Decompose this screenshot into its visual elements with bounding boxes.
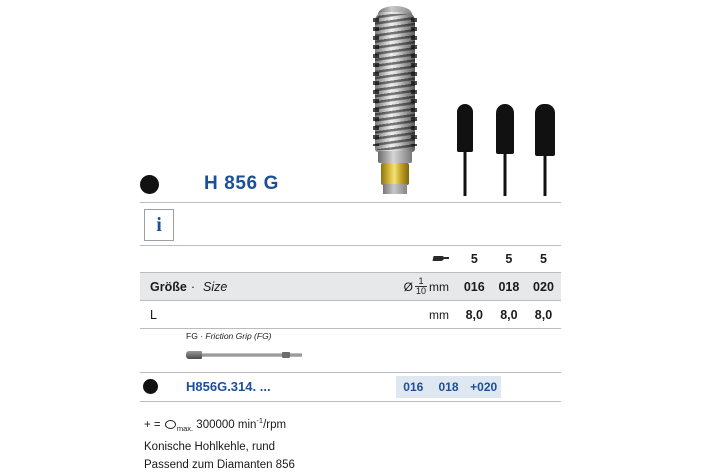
row-unit bbox=[387, 273, 457, 300]
diameter-symbol: Ø bbox=[403, 279, 413, 294]
unit-text: mm bbox=[429, 279, 449, 294]
row-label-en: Size bbox=[202, 279, 228, 294]
page-title: H 856 G bbox=[204, 173, 279, 194]
order-size-cell[interactable]: 018 bbox=[431, 376, 466, 398]
footer-speed-exponent: -1 bbox=[256, 416, 264, 425]
cell-value: 5 bbox=[505, 251, 513, 266]
bur-right-teeth bbox=[411, 18, 417, 146]
footer-speed-suffix: /rpm bbox=[263, 418, 287, 431]
bur-icon bbox=[433, 253, 449, 264]
row-label-de: Größe bbox=[150, 279, 187, 294]
fraction-numerator: 1 bbox=[415, 277, 427, 287]
shank-drawing-head bbox=[186, 351, 202, 359]
bur-collar bbox=[378, 151, 412, 163]
row-unit bbox=[387, 245, 457, 272]
bullet-icon bbox=[140, 175, 159, 194]
table-row bbox=[140, 273, 561, 301]
footer-max-sub: max. bbox=[176, 424, 194, 434]
shank-type-note bbox=[186, 331, 272, 341]
shank-separator: · bbox=[200, 331, 204, 341]
divider-top bbox=[140, 202, 561, 203]
order-size-cell[interactable]: 016 bbox=[396, 376, 431, 398]
order-code: H856G.314. ... bbox=[186, 379, 271, 394]
bur-flutes bbox=[375, 14, 415, 150]
bur-left-teeth bbox=[373, 18, 379, 146]
info-icon[interactable] bbox=[144, 209, 174, 241]
cell-value: 8,0 bbox=[500, 307, 518, 322]
row-label-separator: · bbox=[190, 279, 195, 294]
bullet-icon bbox=[143, 379, 158, 394]
row-label bbox=[140, 301, 387, 328]
cell-value: 8,0 bbox=[534, 307, 553, 322]
cell-value: 8,0 bbox=[465, 307, 483, 322]
table-row bbox=[140, 301, 561, 329]
cell-value: 5 bbox=[470, 251, 478, 266]
cell-value: 018 bbox=[498, 279, 520, 294]
divider-order-bottom bbox=[140, 401, 561, 402]
shank-drawing-notch bbox=[282, 352, 290, 358]
bur-silhouette-head bbox=[535, 104, 555, 156]
bur-silhouette-head bbox=[457, 104, 473, 152]
cell-value: 5 bbox=[540, 251, 547, 266]
footer-line-speed bbox=[144, 412, 564, 438]
footer-speed-value: 300000 min bbox=[196, 418, 257, 431]
product-title-row bbox=[140, 166, 560, 202]
shank-drawing bbox=[186, 348, 306, 362]
row-unit bbox=[387, 301, 457, 328]
table-row bbox=[140, 245, 561, 273]
unit-text: mm bbox=[429, 307, 449, 322]
shank-description: Friction Grip (FG) bbox=[205, 331, 272, 341]
footer-line-match: Passend zum Diamanten 856 bbox=[144, 459, 295, 472]
unit-fraction bbox=[415, 277, 427, 296]
footer-notes bbox=[144, 412, 564, 474]
spec-table bbox=[140, 245, 561, 329]
speed-icon bbox=[165, 420, 176, 429]
cell-value: 020 bbox=[533, 279, 554, 294]
footer-line-shape: Konische Hohlkehle, rund bbox=[144, 441, 276, 454]
order-row bbox=[140, 372, 561, 401]
shank-code: FG bbox=[186, 331, 198, 341]
bur-silhouette-head bbox=[496, 104, 514, 154]
footer-plus-prefix: + = bbox=[144, 418, 164, 431]
cell-value: 016 bbox=[463, 279, 485, 294]
row-label-de: L bbox=[150, 307, 157, 322]
row-label bbox=[140, 245, 387, 272]
info-glyph: i bbox=[156, 214, 162, 236]
order-size-cell[interactable]: +020 bbox=[466, 376, 501, 398]
fraction-denominator: 10 bbox=[415, 286, 426, 296]
row-label bbox=[140, 273, 387, 300]
